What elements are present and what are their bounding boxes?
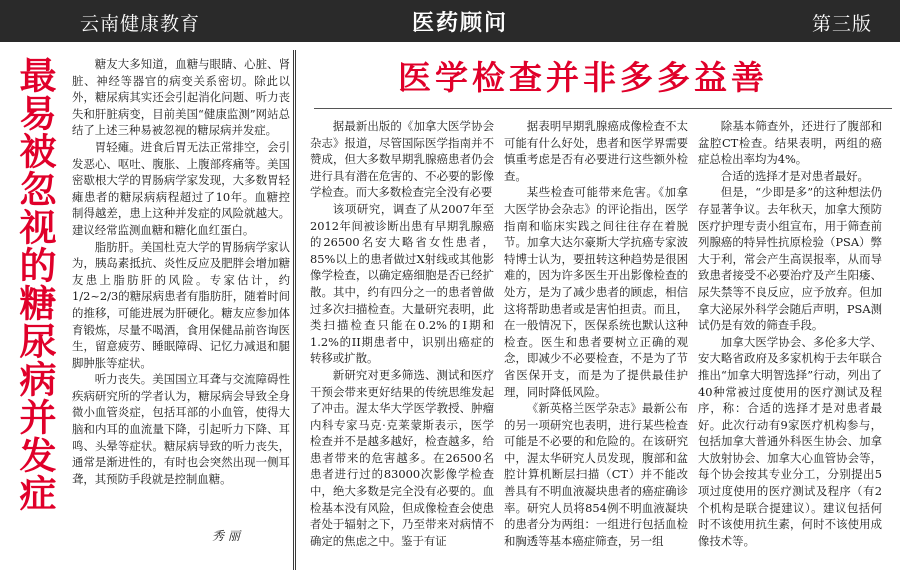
paragraph: 胃轻瘫。进食后胃无法正常排空，会引发恶心、呕吐、腹胀、上腹部疼痛等。美国密歇根大学的胃肠病学家发现，大多数胃轻瘫患者的糖尿病病程超过了10年。血糖控制得越差，患上这种并发症的风险就越大。建议经常监测血糖和糖化血红蛋白。 [72,139,290,237]
paragraph: 《新英格兰医学杂志》最新公布的另一项研究也表明，进行某些检查可能是不必要的和危险的。在该研究中，渥太华研究人员发现，腹部和盆腔计算机断层扫描（CT）并不能改善具有不明血液凝块患者的癌症确诊率。研究人员将854例不明血液凝块的患者分为两组：一组进行包括血检和胸透等基本癌症筛查，另一组 [504,401,688,548]
newspaper-header [0,0,900,42]
article-column-1 [310,118,494,549]
paragraph: 新研究对更多筛选、测试和医疗干预会带来更好结果的传统思维发起了冲击。渥太华大学医学教授、肿瘤内科专家马克·克莱蒙斯表示，医学检查并不是越多越好，检查越多，给患者带来的危害越多。在26500名患者进行过的83000次影像学检查中，绝大多数是完全没有必要的。血检基本没有风险，但成像检查会使患者处于辐射之下，乃至带来对病情不确定的焦虑之中。鉴于有证 [310,367,494,548]
paragraph: 除基本筛查外，还进行了腹部和盆腔CT检查。结果表明，两组的癌症总检出率均为4%。 [698,119,882,167]
article-column-3 [698,118,882,549]
paragraph: 听力丧失。美国国立耳聋与交流障碍性疾病研究所的学者认为，糖尿病会导致全身微小血管炎症，包括耳部的小血管，使得大脑和内耳的血流量下降，引起听力下降、耳鸣、头晕等症状。糖尿病导致的听力丧失，通常是渐进性的，有时也会突然出现一侧耳聋，其预防手段就是控制血糖。 [72,372,290,486]
author-byline: 秀丽 [212,529,245,543]
right-article [306,50,900,570]
paragraph: 据表明早期乳腺癌成像检查不太可能有什么好处，患者和医学界需要慎重考虑是否有必要进行这些额外检查。 [504,119,688,183]
publication-name: 云南健康教育 [80,13,201,35]
paragraph: 某些检查可能带来危害。《加拿大医学协会杂志》的评论指出，医学指南和临床实践之间往往存在着脱节。加拿大达尔豪斯大学抗癌专家波特博士认为，要扭转这种趋势是很困难的，因为许多医生开出影像检查的处方，是为了减少患者的顾虑，相信这将帮助患者或是害怕担责。而且，在一般情况下，医保系统也默认这种检查。医生和患者要树立正确的观念，即减少不必要检查，不是为了节省医保开支，而是为了提供最佳护理，同时降低风险。 [504,185,688,399]
paragraph: 合适的选择才是对患者最好。 [720,168,869,183]
paragraph: 加拿大医学协会、多伦多大学、安大略省政府及多家机构于去年联合推出“加拿大明智选择”行动，列出了40种常被过度使用的医疗测试及程序，称：合适的选择才是对患者最好。此次行动有9家医疗机构参与，包括加拿大普通外科医生协会、加拿大放射协会、加拿大心血管协会等，每个协会按其专业分工，分别提出5项过度使用的医疗测试及程序（有2个机构是联合提建议）。建议包括何时不该使用抗生素，何时不该使用成像技术等。 [698,334,882,548]
left-article-title: 最易被忽视的糖尿病并发症 [13,56,56,512]
paragraph: 糖友大多知道，血糖与眼睛、心脏、肾脏、神经等器官的病变关系密切。除此以外，糖尿病其实还会引起消化问题、听力丧失和肝脏病变，目前美国“健康监测”网站总结了上述三种易被忽视的糖尿病并发症。 [72,57,290,138]
left-article-body [72,56,290,487]
section-title: 医药顾问 [412,11,509,36]
paragraph: 据最新出版的《加拿大医学协会杂志》报道，尽管国际医学指南并不赞成，但大多数早期乳腺癌患者仍会进行具有潜在危害的、不必要的影像学检查。而大多数检查完全没有必要 [310,119,494,200]
title-divider [314,108,892,109]
paragraph: 但是，“少即是多”的这种想法仍存显著争议。去年秋天，加拿大预防医疗护理专责小组宣布，用于筛查前列腺癌的特异性抗原检验（PSA）弊大于利，常会产生高误报率，从而导致患者接受不必要治疗及产生阳痿、尿失禁等不良反应，应予放弃。但加拿大泌尿外科学会随后声明，PSA测试仍是有效的筛查手段。 [698,185,882,333]
paragraph: 脂肪肝。美国杜克大学的胃肠病学家认为，胰岛素抵抗、炎性反应及肥胖会增加糖友患上脂肪肝的风险。专家估计，约1/2~2/3的糖尿病患者有脂肪肝，随着时间的推移，可能进展为肝硬化。糖友应参加体育锻炼，尽量不喝酒，食用保健品前咨询医生，留意疲劳、睡眠障碍、记忆力减退和腿脚肿胀等症状。 [72,239,290,370]
article-column-2 [504,118,688,549]
left-article [0,50,296,570]
paragraph: 该项研究，调查了从2007年至2012年间被诊断出患有早期乳腺癌的26500名安大略省女性患者，85%以上的患者做过X射线或其他影像学检查，以确定癌细胞是否已经扩散。其中，约有四分之一的患者曾做过多次扫描检查。大量研究表明，此类扫描检查只能在0.2%的I期和1.2%的II期患者中，识别出癌症的转移或扩散。 [310,201,494,366]
page-number: 第三版 [811,13,872,35]
right-article-title: 医学检查并非多多益善 [398,58,768,97]
